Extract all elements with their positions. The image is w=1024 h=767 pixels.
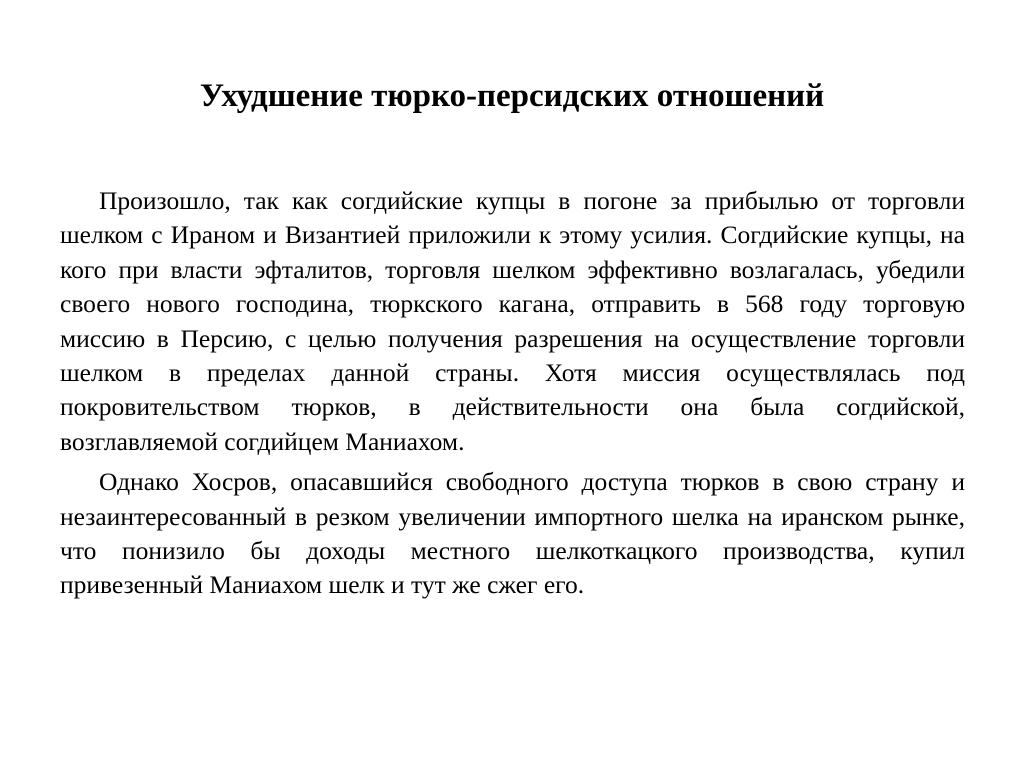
paragraph-khosrow-silk: Однако Хосров, опасавшийся свободного доступа тюрков в свою страну и незаинтересованный в резком увеличении импортного шелка на иранском рынке, что понизило бы доходы местного шелкоткацкого производства, купил привезенный Маниахом шелк и тут же сжег его.: [60, 467, 965, 600]
slide-body: [60, 184, 965, 609]
paragraph-sogdian-mission: Произошло, так как согдийские купцы в погоне за прибылью от торговли шелком с Ираном и Византией приложили к этому усилия. Согдийские купцы, на кого при власти эфталитов, торговля шелком эффективно возлагалась, убедили своего нового господина, тюркского кагана, отправить в 568 году торговую миссию в Персию, с целью получения разрешения на осуществление торговли шелком в пределах данной страны. Хотя миссия осуществлялась под покровительством тюрков, в действительности она была согдийской, возглавляемой согдийцем Маниахом.: [60, 186, 965, 456]
slide-title: Ухудшение тюрко-персидских отношений: [199, 78, 825, 114]
